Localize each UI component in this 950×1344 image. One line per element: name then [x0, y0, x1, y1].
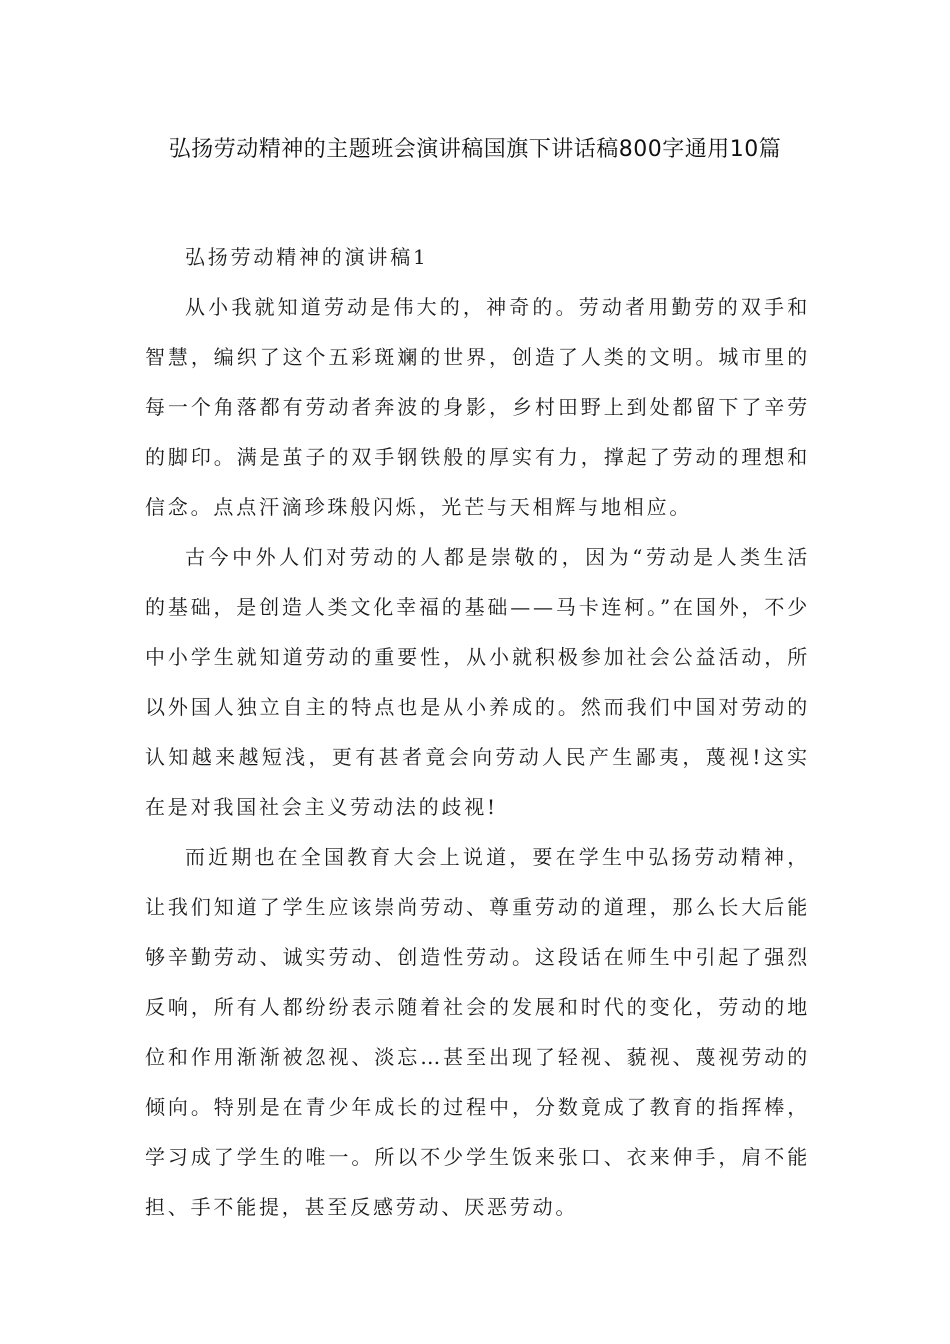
document-body [145, 232, 810, 1232]
paragraph-3: 而近期也在全国教育大会上说道，要在学生中弘扬劳动精神，让我们知道了学生应该崇尚劳动、尊重劳动的道理，那么长大后能够辛勤劳动、诚实劳动、创造性劳动。这段话在师生中引起了强烈反响，所有人都纷纷表示随着社会的发展和时代的变化，劳动的地位和作用渐渐被忽视、淡忘…甚至出现了轻视、藐视、蔑视劳动的倾向。特别是在青少年成长的过程中，分数竟成了教育的指挥棒，学习成了学生的唯一。所以不少学生饭来张口、衣来伸手，肩不能担、手不能提，甚至反感劳动、厌恶劳动。 [145, 845, 810, 1219]
paragraph-2: 古今中外人们对劳动的人都是崇敬的，因为“劳动是人类生活的基础，是创造人类文化幸福的基础——马卡连柯。”在国外，不少中小学生就知道劳动的重要性，从小就积极参加社会公益活动，所以外国人独立自主的特点也是从小养成的。然而我们中国对劳动的认知越来越短浅，更有甚者竟会向劳动人民产生鄙夷，蔑视!这实在是对我国社会主义劳动法的歧视! [145, 545, 810, 819]
paragraph-1: 从小我就知道劳动是伟大的，神奇的。劳动者用勤劳的双手和智慧，编织了这个五彩斑斓的世界，创造了人类的文明。城市里的每一个角落都有劳动者奔波的身影，乡村田野上到处都留下了辛劳的脚印。满是茧子的双手钢铁般的厚实有力，撑起了劳动的理想和信念。点点汗滴珍珠般闪烁，光芒与天相辉与地相应。 [145, 295, 810, 519]
document-title: 弘扬劳动精神的主题班会演讲稿国旗下讲话稿800字通用10篇 [168, 137, 782, 162]
section-heading: 弘扬劳动精神的演讲稿1 [185, 245, 429, 269]
